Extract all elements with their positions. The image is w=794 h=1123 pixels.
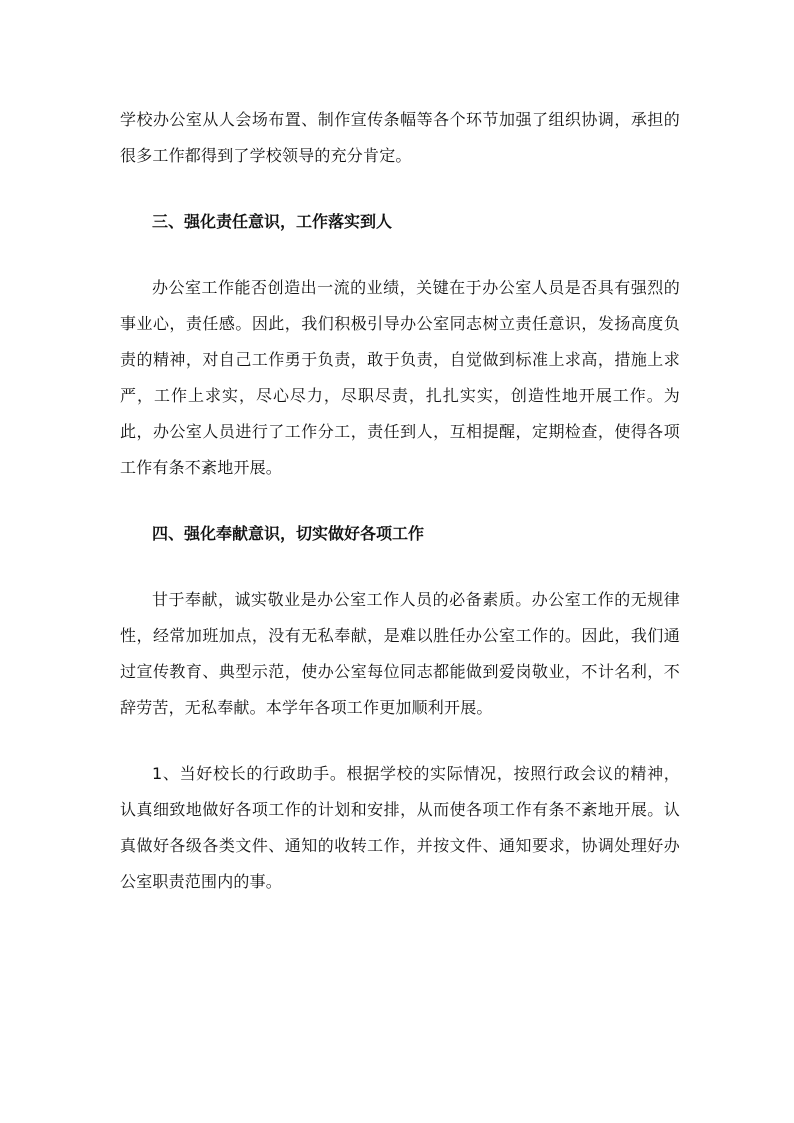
paragraph-item-1: 1、当好校长的行政助手。根据学校的实际情况，按照行政会议的精神，认真细致地做好各项工作的计划和安排，从而使各项工作有条不紊地开展。认真做好各级各类文件、通知的收转工作，并按文件、通知要求，协调处理好办公室职责范围内的事。 [120,764,680,891]
spacer [120,552,680,582]
spacer [120,174,680,204]
document-body [120,102,680,900]
paragraph-section-3: 办公室工作能否创造出一流的业绩，关键在于办公室人员是否具有强烈的事业心，责任感。因此，我们积极引导办公室同志树立责任意识，发扬高度负责的精神，对自己工作勇于负责，敢于负责，自觉做到标准上求高，措施上求严，工作上求实，尽心尽力，尽职尽责，扎扎实实，创造性地开展工作。为此，办公室人员进行了工作分工，责任到人，互相提醒，定期检查，使得各项工作有条不紊地开展。 [120,278,680,477]
section-heading-3: 三、强化责任意识，工作落实到人 [152,212,393,231]
paragraph-intro: 学校办公室从人会场布置、制作宣传条幅等各个环节加强了组织协调，承担的很多工作都得到了学校领导的充分肯定。 [120,110,680,165]
spacer [120,486,680,516]
spacer [120,726,680,756]
paragraph-section-4: 甘于奉献，诚实敬业是办公室工作人员的必备素质。办公室工作的无规律性，经常加班加点，没有无私奉献，是难以胜任办公室工作的。因此，我们通过宣传教育、典型示范，使办公室每位同志都能做到爱岗敬业，不计名利，不辞劳苦，无私奉献。本学年各项工作更加顺利开展。 [120,590,680,717]
spacer [120,240,680,270]
section-heading-4: 四、强化奉献意识，切实做好各项工作 [152,524,425,543]
